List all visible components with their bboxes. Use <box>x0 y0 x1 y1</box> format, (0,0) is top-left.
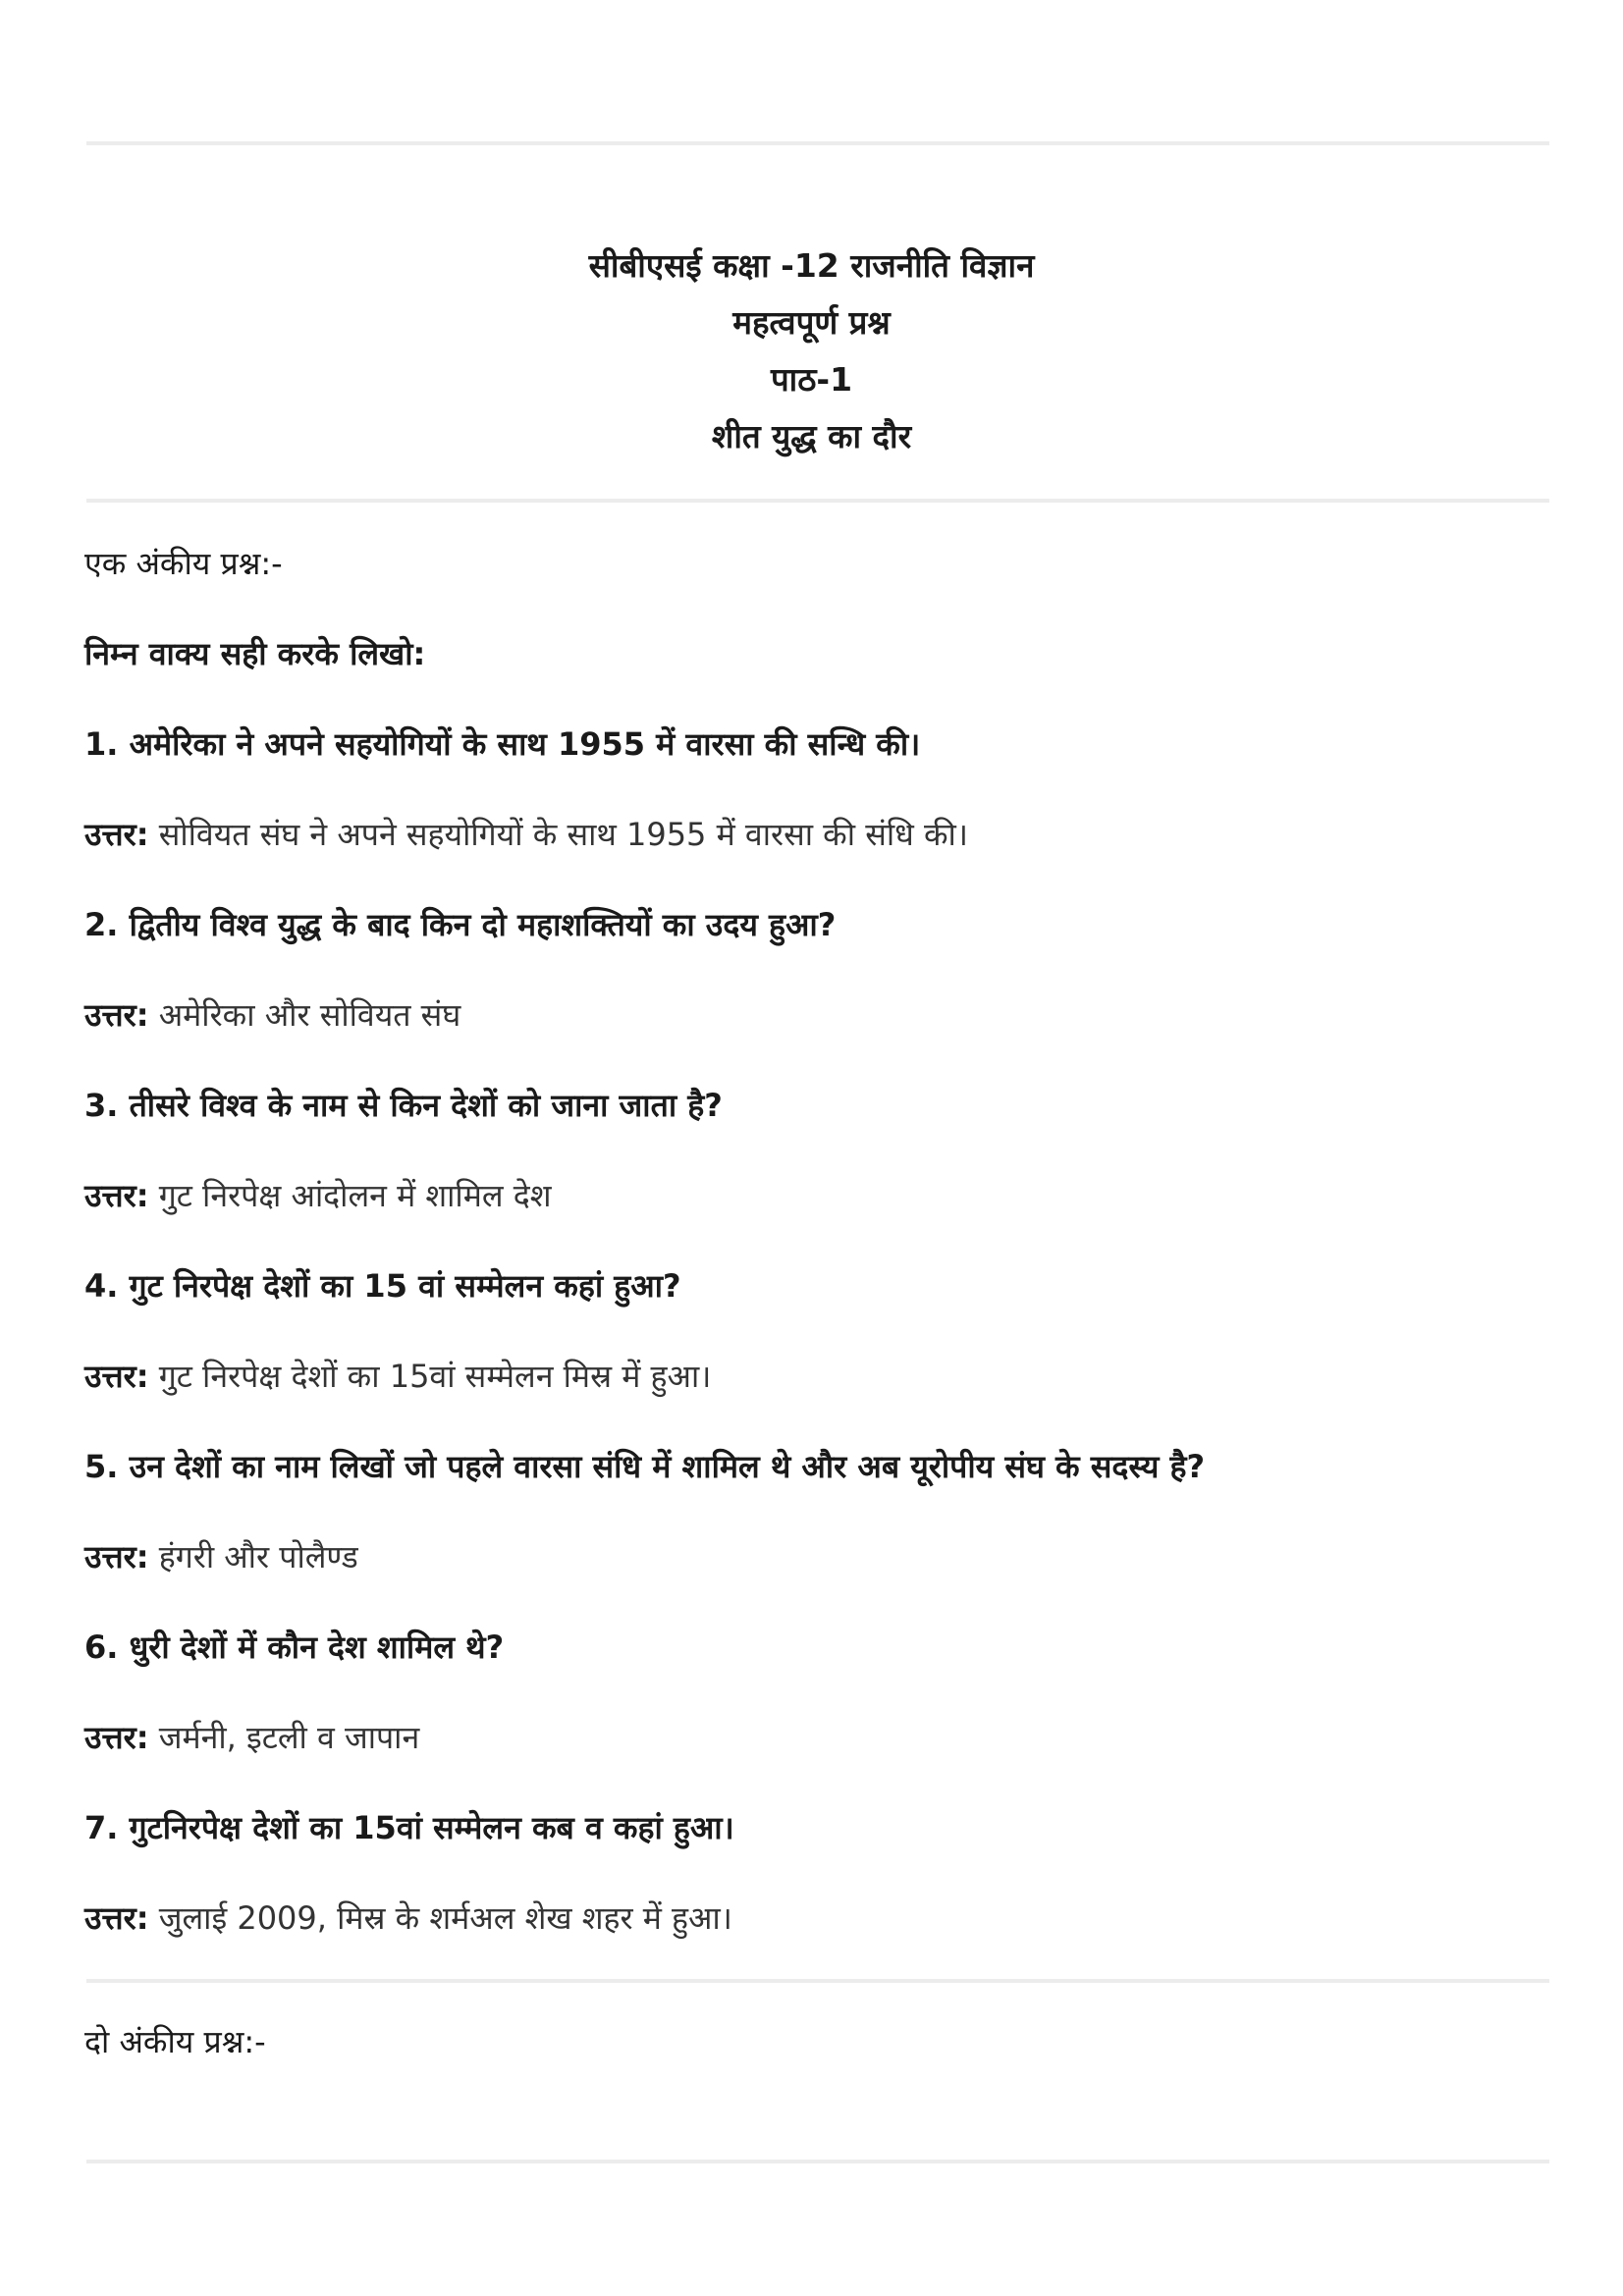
answer-label: उत्तर: <box>84 1358 149 1395</box>
header-subtitle: महत्वपूर्ण प्रश्न <box>732 303 891 342</box>
header-divider <box>86 499 1549 503</box>
question-6: 6. धुरी देशों में कौन देश शामिल थे? <box>84 1629 505 1666</box>
header-lesson-title: शीत युद्ध का दौर <box>711 417 912 455</box>
answer-text: अमेरिका और सोवियत संघ <box>158 996 461 1034</box>
question-5: 5. उन देशों का नाम लिखों जो पहले वारसा संधि में शामिल थे और अब यूरोपीय संघ के सदस्य है? <box>84 1448 1206 1485</box>
answer-label: उत्तर: <box>84 1899 149 1937</box>
question-4: 4. गुट निरपेक्ष देशों का 15 वां सम्मेलन कहां हुआ? <box>84 1267 681 1305</box>
answer-label: उत्तर: <box>84 1719 149 1756</box>
answer-label: उत्तर: <box>84 816 149 853</box>
question-7: 7. गुटनिरपेक्ष देशों का 15वां सम्मेलन कब व कहां हुआ। <box>84 1809 734 1846</box>
answer-4 <box>84 1355 1538 1398</box>
header-course-title: सीबीएसई कक्षा -12 राजनीति विज्ञान <box>588 246 1035 285</box>
section-one-mark-title: एक अंकीय प्रश्न:- <box>84 545 283 582</box>
answer-label: उत्तर: <box>84 1177 149 1214</box>
answer-6 <box>84 1716 1538 1759</box>
answer-text: गुट निरपेक्ष देशों का 15वां सम्मेलन मिस्र में हुआ। <box>158 1358 712 1395</box>
answer-7 <box>84 1896 1538 1940</box>
answer-label: उत्तर: <box>84 996 149 1034</box>
section-divider <box>86 1979 1549 1983</box>
answer-1 <box>84 813 1538 856</box>
answer-2 <box>84 993 1538 1037</box>
answer-text: जर्मनी, इटली व जापान <box>158 1719 420 1756</box>
section-two-mark-title: दो अंकीय प्रश्न:- <box>84 2023 266 2060</box>
bottom-divider <box>86 2160 1549 2163</box>
question-3: 3. तीसरे विश्व के नाम से किन देशों को जाना जाता है? <box>84 1087 723 1124</box>
question-2: 2. द्वितीय विश्व युद्ध के बाद किन दो महाशक्तियों का उदय हुआ? <box>84 906 837 943</box>
answer-label: उत्तर: <box>84 1538 149 1575</box>
answer-5 <box>84 1535 1538 1578</box>
question-1: 1. अमेरिका ने अपने सहयोगियों के साथ 1955 में वारसा की सन्धि की। <box>84 725 921 763</box>
answer-3 <box>84 1174 1538 1217</box>
header-lesson-number: पाठ-1 <box>770 360 853 399</box>
top-divider <box>86 141 1549 145</box>
answer-text: गुट निरपेक्ष आंदोलन में शामिल देश <box>158 1177 552 1214</box>
answer-text: हंगरी और पोलैण्ड <box>158 1538 358 1575</box>
answer-text: जुलाई 2009, मिस्र के शर्मअल शेख शहर में हुआ। <box>158 1899 732 1937</box>
section-instruction: निम्न वाक्य सही करके लिखो: <box>84 635 426 672</box>
answer-text: सोवियत संघ ने अपने सहयोगियों के साथ 1955 में वारसा की संधि की। <box>158 816 968 853</box>
